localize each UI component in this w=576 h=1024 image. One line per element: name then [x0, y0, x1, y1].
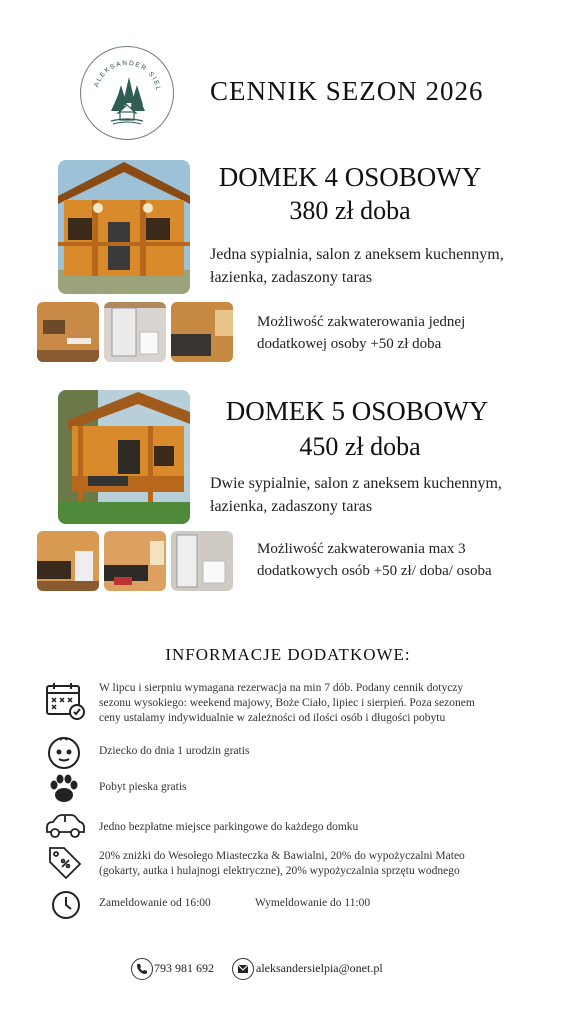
house-1-thumb-3 — [171, 302, 233, 362]
house-1-desc-line: łazienka, zadaszony taras — [210, 269, 373, 286]
house-2-thumb-1 — [37, 531, 99, 591]
house-2-thumb-2 — [104, 531, 166, 591]
house-2-thumb-3 — [171, 531, 233, 591]
brand-logo — [80, 46, 174, 140]
house-1-thumb-1 — [37, 302, 99, 362]
page-title: CENNIK SEZON 2026 — [210, 76, 484, 106]
svg-text:ALEKSANDER SIELPIA — [81, 47, 162, 92]
house-2-extra-line: dodatkowych osób +50 zł/ doba/ osoba — [257, 563, 492, 579]
house-2-desc-line: łazienka, zadaszony taras — [210, 498, 373, 515]
house-2-heading: DOMEK 5 OSOBOWY — [225, 396, 489, 426]
house-1-heading: DOMEK 4 OSOBOWY — [218, 162, 482, 192]
info-item-reservation — [99, 681, 549, 726]
paw-icon — [44, 768, 86, 810]
checkout-time: Wymeldowanie do 11:00 — [255, 897, 371, 909]
info-item-discounts — [99, 849, 549, 879]
house-1-photo — [58, 160, 190, 294]
house-1-extra-line: Możliwość zakwaterowania jednej — [257, 314, 466, 330]
house-2-extra-line: Możliwość zakwaterowania max 3 — [257, 541, 466, 557]
house-2-desc-line: Dwie sypialnie, salon z aneksem kuchennym, — [210, 475, 502, 492]
discount-tag-icon — [44, 843, 86, 885]
house-2-photo — [58, 390, 190, 524]
email-icon — [232, 958, 254, 980]
house-2-price: 450 zł doba — [299, 432, 421, 461]
checkin-time: Zameldowanie od 16:00 — [99, 897, 211, 909]
info-title: INFORMACJE DODATKOWE: — [165, 645, 411, 664]
house-1-extra-info — [257, 311, 557, 355]
clock-icon — [50, 889, 92, 931]
house-1-price: 380 zł doba — [289, 196, 411, 225]
calendar-icon — [44, 680, 86, 722]
info-line: W lipcu i sierpniu wymagana rezerwacja na min 7 dób. Podany cennik dotyczy — [99, 682, 464, 694]
info-line: ceny ustalamy indywidualnie w zależności od ilości osób i długości pobytu — [99, 712, 446, 724]
info-line: sezonu wysokiego: weekend majowy, Boże Ciało, lipiec i sierpień. Poza sezonem — [99, 697, 475, 709]
contact-email[interactable]: aleksandersielpia@onet.pl — [256, 961, 383, 975]
house-1-desc-line: Jedna sypialnia, salon z aneksem kuchennym, — [210, 246, 504, 263]
info-line: 20% zniżki do Wesołego Miasteczka & Bawialni, 20% do wypożyczalni Mateo — [99, 850, 465, 862]
house-1-extra-line: dodatkowej osoby +50 zł doba — [257, 336, 442, 352]
contact-phone[interactable]: 793 981 692 — [154, 961, 214, 975]
info-item-child: Dziecko do dnia 1 urodzin gratis — [99, 745, 250, 757]
info-line: (gokarty, autka i hulajnogi elektryczne), 20% wypożyczalnia sprzętu wodnego — [99, 865, 460, 877]
info-item-parking: Jedno bezpłatne miejsce parkingowe do każdego domku — [99, 821, 359, 833]
info-item-dog: Pobyt pieska gratis — [99, 781, 187, 793]
house-2-description — [210, 472, 565, 518]
house-1-description — [210, 243, 560, 289]
car-icon — [44, 806, 86, 848]
house-2-extra-info — [257, 538, 567, 582]
house-1-thumb-2 — [104, 302, 166, 362]
logo-graphic — [81, 47, 173, 139]
logo-text: ALEKSANDER SIEL — [93, 59, 162, 93]
phone-icon — [131, 958, 153, 980]
